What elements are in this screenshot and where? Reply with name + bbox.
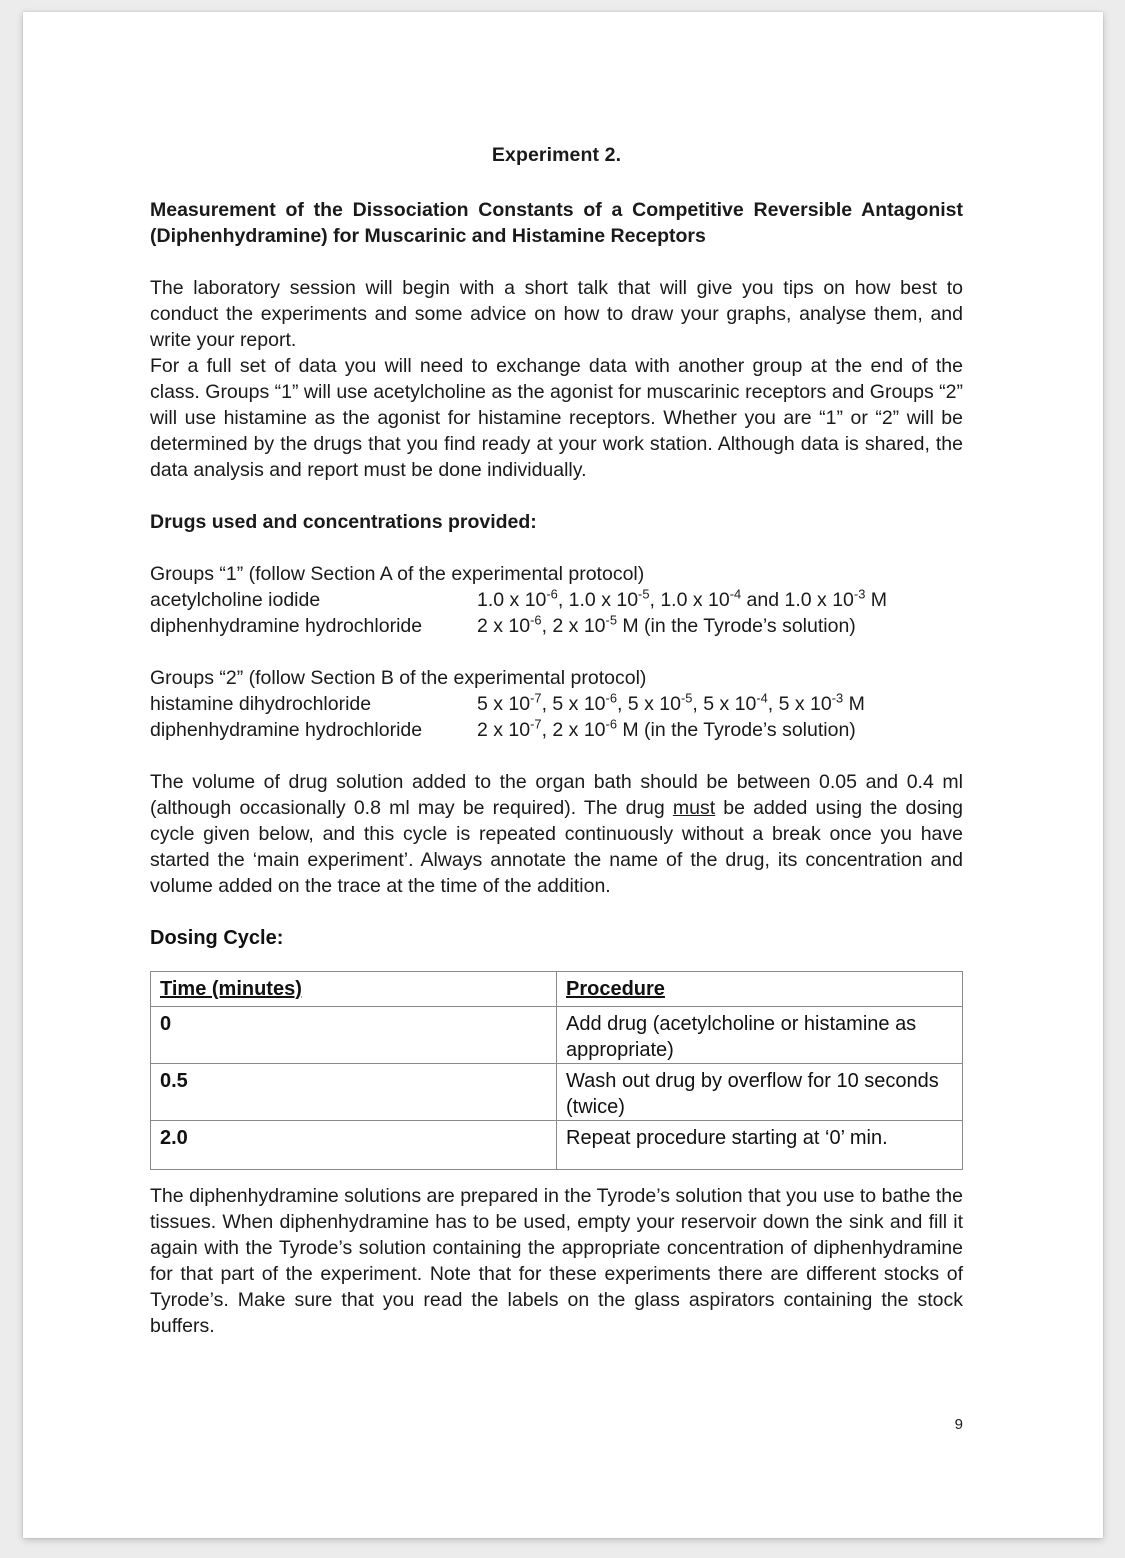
document-page — [23, 12, 1103, 1538]
table-row — [151, 1007, 963, 1064]
paragraph-data-exchange: For a full set of data you will need to exchange data with another group at the end of the class. Groups “1” will use acetylcholine as the agonist for muscarinic receptors and Groups “2” will use histamine as the agonist for histamine receptors. Whether you are “1” or “2” will be determined by the drugs that you find ready at your work station. Although data is shared, the data analysis and report must be done individually. — [150, 355, 963, 481]
group1-row-0 — [150, 587, 963, 613]
volume-emphasis-must: must — [672, 797, 716, 819]
volume-text-part-2: be added using the dosing cycle given below, and this cycle is repeated continuously without a break once you have started the ‘main experiment’. Always annotate the name of the drug, its concentration and volume added on the trace at the time of the addition. — [150, 797, 963, 897]
cell-procedure: Add drug (acetylcholine or histamine as appropriate) — [557, 1007, 963, 1064]
table-header-row — [151, 972, 963, 1007]
drug-concentration: 2 x $10^{-6}$, 2 x $10^{-5}$ M (in the Tyrode’s solution) — [477, 612, 856, 637]
cell-time: 2.0 — [151, 1121, 557, 1170]
spacer — [150, 743, 963, 769]
drug-name: diphenhydramine hydrochloride — [150, 615, 423, 637]
group2-header: Groups “2” (follow Section B of the experimental protocol) — [150, 667, 647, 689]
table-row — [151, 1064, 963, 1121]
column-header-time: Time (minutes) — [151, 972, 557, 1007]
drug-group-2 — [150, 665, 963, 743]
subtitle-line-1: Measurement of the Dissociation Constants of a Competitive Reversible Antagonist — [150, 199, 963, 221]
spacer — [150, 899, 963, 925]
dosing-cycle-table — [150, 971, 963, 1170]
group2-row-1 — [150, 717, 963, 743]
dosing-table-head — [151, 972, 963, 1007]
drug-concentration: 1.0 x $10^{-6}$, 1.0 x $10^{-5}$, 1.0 x $10^{-4}$ and 1.0 x $10^{-3}$ M — [477, 586, 888, 611]
cell-time: 0.5 — [151, 1064, 557, 1121]
dosing-table-body — [151, 1007, 963, 1170]
spacer — [150, 1170, 963, 1183]
drug-name: histamine dihydrochloride — [150, 693, 372, 715]
volume-text-part-1: The volume of drug solution added to the organ bath should be between 0.05 and 0.4 ml (although occasionally 0.8 ml may be required). The drug — [150, 771, 963, 819]
page-title: Experiment 2. — [491, 144, 622, 166]
subtitle-line-2: (Diphenhydramine) for Muscarinic and Histamine Receptors — [150, 225, 706, 247]
paragraph-intro: The laboratory session will begin with a short talk that will give you tips on how best to conduct the experiments and some advice on how to draw your graphs, analyse them, and write your report. — [150, 277, 963, 351]
drug-concentration: 2 x $10^{-7}$, 2 x $10^{-6}$ M (in the Tyrode’s solution) — [477, 716, 856, 741]
spacer — [150, 249, 963, 275]
spacer — [150, 483, 963, 509]
table-row — [151, 1121, 963, 1170]
group1-row-1 — [150, 613, 963, 639]
group1-header: Groups “1” (follow Section A of the experimental protocol) — [150, 563, 645, 585]
drug-group-1 — [150, 561, 963, 639]
spacer — [150, 535, 963, 561]
dosing-cycle-heading: Dosing Cycle: — [150, 927, 284, 949]
drugs-heading: Drugs used and concentrations provided: — [150, 511, 537, 533]
group2-row-0 — [150, 691, 963, 717]
document-subtitle — [150, 167, 963, 249]
page-number: 9 — [954, 1416, 963, 1433]
spacer — [150, 639, 963, 665]
cell-time: 0 — [151, 1007, 557, 1064]
drug-concentration: 5 x $10^{-7}$, 5 x $10^{-6}$, 5 x $10^{-5}$, 5 x $10^{-4}$, 5 x $10^{-3}$ M — [477, 690, 865, 715]
cell-procedure: Wash out drug by overflow for 10 seconds (twice) — [557, 1064, 963, 1121]
column-header-procedure: Procedure — [557, 972, 963, 1007]
cell-procedure: Repeat procedure starting at ‘0’ min. — [557, 1121, 963, 1170]
drug-name: diphenhydramine hydrochloride — [150, 719, 423, 741]
spacer — [150, 951, 963, 971]
drug-name: acetylcholine iodide — [150, 589, 321, 611]
paragraph-tyrode: The diphenhydramine solutions are prepared in the Tyrode’s solution that you use to bathe the tissues. When diphenhydramine has to be used, empty your reservoir down the sink and fill it again with the Tyrode’s solution containing the appropriate concentration of diphenhydramine for that part of the experiment. Note that for these experiments there are different stocks of Tyrode’s. Make sure that you read the labels on the glass aspirators containing the stock buffers. — [150, 1185, 963, 1337]
page-content — [150, 12, 963, 1339]
paragraph-volume — [150, 769, 963, 899]
